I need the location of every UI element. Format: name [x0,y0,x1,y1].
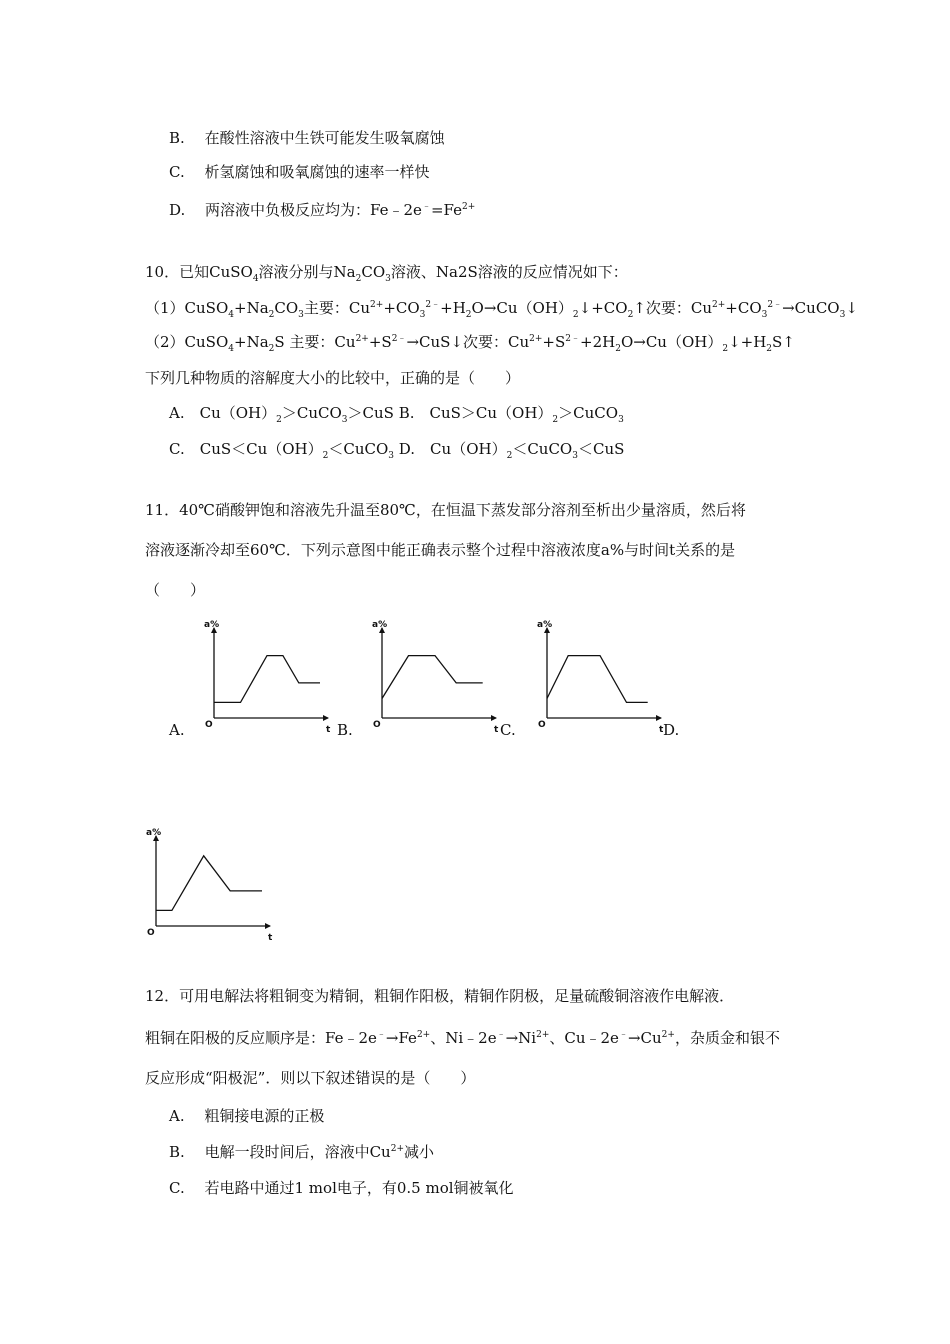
r1-sub: 3 [761,310,768,320]
q10-options-cd [169,439,624,459]
q10-reaction-1 [145,298,858,318]
r1-sup: 2﹣ [425,300,441,310]
r1-text: ↓+CO [578,299,628,317]
graph-2 [368,618,503,738]
r2-text: S↑ [772,333,795,351]
q12-option-b [169,1142,434,1162]
option-c-label: C. [500,721,516,739]
q9-option-d-mid: =Fe [430,201,462,219]
x-axis-label: t [268,933,273,943]
q11-stem-line2: 溶液逐渐冷却至60℃．下列示意图中能正确表示整个过程中溶液浓度a%与时间t关系的是 [145,541,736,559]
r1-text: ↓ [845,299,858,317]
q10-stem-text: 10．已知CuSO [145,263,253,281]
r2-text: +Na [234,333,269,351]
x-axis-label: t [326,725,331,735]
optab-text: ＞CuCO [558,404,619,422]
r2-text: →CuS↓次要：Cu [406,333,530,351]
r1-text: →CuCO [782,299,840,317]
r2-sup: 2+ [529,334,543,344]
q12-sup: ﹣ [496,1030,506,1040]
q12-option-c-letter: C. [169,1179,185,1197]
y-axis-label: a% [372,620,388,630]
q10-question: 下列几种物质的溶解度大小的比较中，正确的是（ ） [145,369,521,387]
r1-sub: 3 [298,310,304,320]
q10-reaction-2 [145,332,795,352]
graph-3 [533,618,668,738]
y-axis-label: a% [204,620,220,630]
q12-option-b-letter: B. [169,1143,185,1161]
r2-sup: 2﹣ [391,334,407,344]
q12-stem-line3: 反应形成“阳极泥”．则以下叙述错误的是（ ） [145,1069,476,1087]
q9-option-b [169,128,445,148]
x-axis-arrow [265,923,271,929]
r1-sup: 2+ [712,300,726,310]
q9-option-d-letter: D. [169,201,186,219]
graph-2-svg [368,618,503,738]
r1-sub: 2 [627,310,634,320]
q9-option-d-sup1: ﹣ [421,202,431,212]
origin-label: O [538,720,546,730]
graph-4 [142,826,277,946]
x-axis-arrow [656,715,662,721]
optcd-sub: 2 [322,451,329,461]
r2-text: +S [542,333,566,351]
q12-sup: ﹣ [376,1030,386,1040]
q12-stem-line2 [145,1028,780,1048]
q12-text: ，杂质金和银不 [674,1029,780,1047]
optcd-text: D. Cu（OH） [394,440,507,458]
optcd-text: ＜CuS [577,440,625,458]
option-b-label: B. [337,721,353,739]
r2-sub: 2 [615,344,621,354]
x-axis-label: t [659,725,664,735]
optab-sub: 2 [552,415,559,425]
q12-stem-line1: 12．可用电解法将粗铜变为精铜，粗铜作阳极，精铜作阴极，足量硫酸铜溶液作电解液． [145,987,735,1005]
optcd-text: ＜CuCO [512,440,573,458]
r1-text: （1）CuSO [145,299,229,317]
q12-option-c-text: 若电路中通过1 mol电子，有0.5 mol铜被氧化 [204,1179,514,1197]
q12-option-a-letter: A. [169,1107,185,1125]
r1-text: ↑次要：Cu [633,299,713,317]
optcd-text: ＜CuCO [328,440,389,458]
y-axis-label: a% [146,828,162,838]
r1-sub: 2 [465,310,472,320]
q12-sup: 2+ [416,1030,431,1040]
q12-text: →Cu [627,1029,662,1047]
r1-sup: 2+ [370,300,384,310]
r1-text: O→Cu（OH） [471,299,573,317]
graph-4-curve [156,856,262,911]
optab-text: ＞CuCO [281,404,342,422]
q9-option-d-text: 两溶液中负极反应均为：Fe﹣2e [205,201,422,219]
r2-text: O→Cu（OH） [620,333,723,351]
q10-stem [145,262,628,282]
q9-option-b-text: 在酸性溶液中生铁可能发生吸氧腐蚀 [204,129,445,147]
q10-stem-text: 溶液分别与Na [258,263,356,281]
optab-text: ＞CuS B. CuS＞Cu（OH） [347,404,553,422]
q11-stem-line1: 11．40℃硝酸钾饱和溶液先升温至80℃，在恒温下蒸发部分溶剂至析出少量溶质，然后将 [145,501,746,519]
x-axis-arrow [323,715,329,721]
q10-stem-sub: 4 [252,274,259,284]
q12-option-c [169,1178,514,1198]
r1-text: CO [274,299,299,317]
graph-3-svg [533,618,668,738]
optab-sub: 3 [341,415,348,425]
graph-2-curve [382,656,483,699]
optcd-sub: 3 [388,451,395,461]
q9-option-d [169,200,475,220]
origin-label: O [373,720,381,730]
r1-sub: 3 [419,310,426,320]
r2-text: +S [368,333,392,351]
q12-text: 粗铜在阳极的反应顺序是：Fe﹣2e [145,1029,377,1047]
optab-sub: 3 [618,415,624,425]
q12-sup: 2+ [536,1030,550,1040]
graph-3-curve [547,656,648,703]
r2-text: S 主要：Cu [274,333,356,351]
r2-sub: 2 [766,344,773,354]
r1-text: 主要：Cu [303,299,371,317]
r2-text: （2）CuSO [145,333,229,351]
optcd-text: C. CuS＜Cu（OH） [169,440,323,458]
q9-option-c-letter: C. [169,163,185,181]
graph-1 [200,618,335,738]
optab-text: A. Cu（OH） [169,404,277,422]
q12-text: →Fe [385,1029,417,1047]
origin-label: O [147,928,155,938]
q12-text: →Ni [505,1029,537,1047]
r2-sub: 2 [268,344,275,354]
r1-text: +H [440,299,466,317]
option-d-label: D. [663,721,680,739]
x-axis-arrow [491,715,497,721]
q10-stem-text: CO [361,263,386,281]
q10-stem-sub: 3 [385,274,391,284]
q10-options-ab [169,403,624,423]
optab-sub: 2 [276,415,282,425]
r1-sub: 2 [268,310,275,320]
q12-option-b-sup: 2+ [390,1144,404,1154]
option-a-label: A. [169,721,185,739]
r1-sub: 2 [572,310,579,320]
y-axis-label: a% [537,620,553,630]
q9-option-d-sup2: 2+ [462,202,476,212]
q12-option-b-text: 电解一段时间后，溶液中Cu [204,1143,391,1161]
optcd-sub: 3 [572,451,578,461]
q12-text: 、Ni﹣2e [430,1029,497,1047]
graph-1-curve [214,656,320,703]
graph-1-svg [200,618,335,738]
q12-option-a-text: 粗铜接电源的正极 [204,1107,325,1125]
q10-stem-sub: 2 [355,274,362,284]
r1-text: +CO [725,299,762,317]
x-axis-label: t [494,725,499,735]
q12-option-b-tail: 减小 [404,1143,435,1161]
r2-sup: 2+ [355,334,369,344]
q9-option-c [169,162,430,182]
r1-sup: 2﹣ [767,300,783,310]
r1-text: +CO [383,299,420,317]
r1-sub: 4 [228,310,234,320]
r2-text: +2H [580,333,616,351]
r2-sub: 4 [228,344,234,354]
q9-option-c-text: 析氢腐蚀和吸氧腐蚀的速率一样快 [204,163,430,181]
r2-sub: 2 [722,344,729,354]
q12-option-a [169,1106,324,1126]
origin-label: O [205,720,213,730]
r1-sub: 3 [839,310,846,320]
r2-sup: 2﹣ [565,334,581,344]
optcd-sub: 2 [506,451,513,461]
r1-text: +Na [234,299,269,317]
q12-sup: ﹣ [618,1030,628,1040]
graph-4-svg [142,826,277,946]
q11-stem-line3: （ ） [145,581,206,599]
r2-text: ↓+H [728,333,767,351]
q12-text: 、Cu﹣2e [549,1029,619,1047]
q9-option-b-letter: B. [169,129,185,147]
q12-sup: 2+ [661,1030,675,1040]
q10-stem-text: 溶液、Na2S溶液的反应情况如下： [390,263,628,281]
